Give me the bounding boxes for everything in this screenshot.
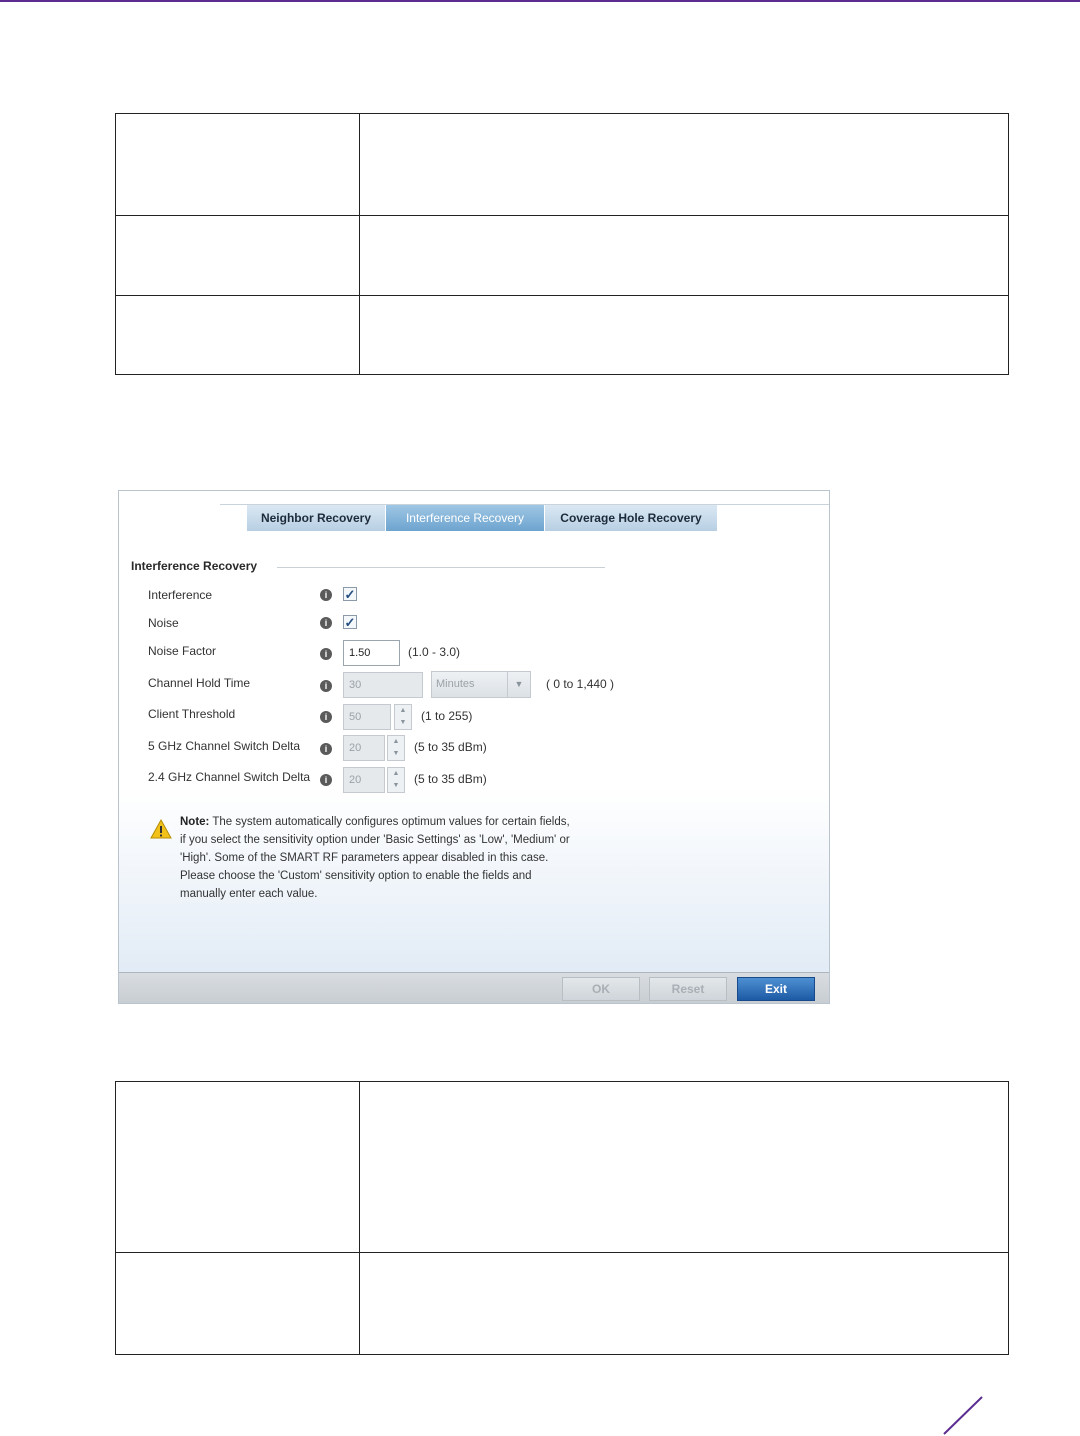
warning-icon [150, 819, 172, 839]
client-threshold-input[interactable]: 50 [343, 704, 391, 730]
channel-hold-time-input[interactable]: 30 [343, 672, 423, 698]
client-threshold-label: Client Threshold [148, 707, 236, 721]
info-icon[interactable]: i [320, 774, 332, 786]
section-divider [277, 567, 605, 568]
client-threshold-range: (1 to 255) [421, 709, 473, 723]
info-icon[interactable]: i [320, 743, 332, 755]
checkmark-icon: ✓ [344, 615, 356, 630]
channel-switch-delta-24ghz-label: 2.4 GHz Channel Switch Delta [148, 770, 311, 784]
interference-label: Interference [148, 588, 213, 602]
table-cell [360, 114, 1009, 216]
channel-hold-time-range: ( 0 to 1,440 ) [546, 677, 615, 691]
header-rule [0, 0, 1080, 2]
channel-switch-delta-24ghz-range: (5 to 35 dBm) [414, 772, 487, 786]
info-icon[interactable]: i [320, 680, 332, 692]
smart-rf-dialog [118, 490, 830, 1004]
tab-interference-recovery[interactable]: Interference Recovery [385, 505, 544, 531]
table-cell [116, 1253, 360, 1355]
table-cell [116, 296, 360, 375]
channel-hold-time-unit-select[interactable] [431, 671, 531, 698]
page-corner-mark [936, 1392, 986, 1436]
reset-button[interactable]: Reset [649, 977, 727, 1001]
channel-switch-delta-5ghz-label: 5 GHz Channel Switch Delta [148, 739, 301, 753]
info-icon[interactable]: i [320, 617, 332, 629]
noise-label: Noise [148, 616, 179, 630]
table-cell [360, 216, 1009, 296]
tab-coverage-hole-recovery[interactable]: Coverage Hole Recovery [544, 505, 717, 531]
noise-factor-label: Noise Factor [148, 644, 217, 658]
channel-switch-delta-24ghz-input[interactable]: 20 [343, 767, 385, 793]
table-cell [360, 296, 1009, 375]
interference-checkbox[interactable] [343, 587, 357, 601]
info-icon[interactable]: i [320, 589, 332, 601]
note-heading: Note: [180, 816, 210, 828]
channel-switch-delta-5ghz-input[interactable]: 20 [343, 735, 385, 761]
table-cell [360, 1253, 1009, 1355]
exit-button[interactable]: Exit [737, 977, 815, 1001]
note-line: 'High'. Some of the SMART RF parameters appear disabled in this case. [180, 852, 549, 864]
table-cell [116, 1082, 360, 1253]
dialog-footer [119, 972, 830, 1004]
info-icon[interactable]: i [320, 648, 332, 660]
section-title: Interference Recovery [131, 559, 258, 573]
client-threshold-stepper[interactable]: ▲ ▼ [394, 704, 412, 730]
noise-factor-input[interactable]: 1.50 [343, 640, 400, 666]
table-cell [116, 114, 360, 216]
note-line: The system automatically configures optimum values for certain fields, [212, 816, 570, 828]
unit-select-value: Minutes [436, 678, 475, 690]
parameter-table-bottom [115, 1081, 1009, 1355]
noise-factor-range: (1.0 - 3.0) [408, 645, 461, 659]
note-line: manually enter each value. [180, 888, 318, 900]
table-cell [116, 216, 360, 296]
tab-neighbor-recovery[interactable]: Neighbor Recovery [246, 505, 385, 531]
table-cell [360, 1082, 1009, 1253]
note-text [180, 813, 610, 903]
channel-switch-delta-5ghz-stepper[interactable]: ▲ ▼ [387, 735, 405, 761]
checkmark-icon: ✓ [344, 587, 356, 602]
note-line: Please choose the 'Custom' sensitivity option to enable the fields and [180, 870, 532, 882]
info-icon[interactable]: i [320, 711, 332, 723]
ok-button[interactable]: OK [562, 977, 640, 1001]
channel-hold-time-label: Channel Hold Time [148, 676, 251, 690]
channel-switch-delta-24ghz-stepper[interactable]: ▲ ▼ [387, 767, 405, 793]
channel-switch-delta-5ghz-range: (5 to 35 dBm) [414, 740, 487, 754]
parameter-table-top [115, 113, 1009, 375]
chevron-down-icon: ▼ [507, 672, 530, 697]
noise-checkbox[interactable] [343, 615, 357, 629]
note-line: if you select the sensitivity option under 'Basic Settings' as 'Low', 'Medium' or [180, 834, 570, 846]
